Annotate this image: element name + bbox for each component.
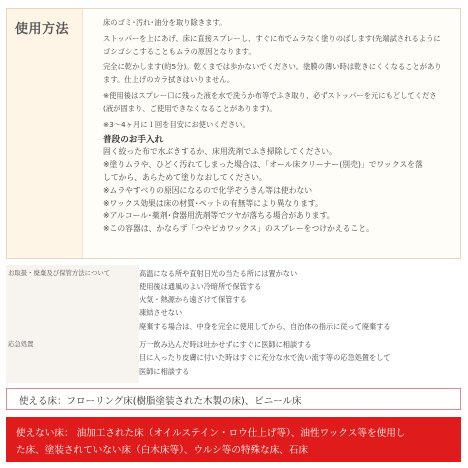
usage-line: 床のゴミ･汚れ･油分を取り除きます。 xyxy=(103,18,227,27)
usage-line: ストッパーを上にあげ、床に直接スプレーし、すぐに布でムラなく塗りのばします(先端試されるように xyxy=(103,33,441,43)
storage-item: 廃棄する場合は、中身を完全に使用してから、自治体の指示に従って廃棄する xyxy=(139,322,391,331)
storage-item: 火気・熱源から遠ざけて保管する xyxy=(139,295,247,304)
usable-floors-text: 使える床：フローリング床(樹脂塗装された木製の床)、ビニール床 xyxy=(19,396,302,407)
usage-line: ※使用後はスプレー口に残った液を水で洗うか布等でふき取り、必ずストッパーを元にもどしてくださ xyxy=(103,90,437,100)
care-line: ※この容器は、かならず「つやピカワックス」のスプレーをつけかえること。 xyxy=(103,224,374,234)
usage-section xyxy=(6,8,461,259)
firstaid-item: 万一飲み込んだ時は吐かせずにすぐに医師に相談する xyxy=(139,340,312,349)
usage-line: (液が固まり、ご使用できなくなることがあります)。 xyxy=(103,103,277,113)
usage-body xyxy=(82,9,460,258)
info-label-column xyxy=(6,265,139,383)
unusable-floors-banner xyxy=(6,417,461,462)
care-line: 固く絞った布で水ぶきするか、床用洗剤でふき掃除してください。 xyxy=(103,147,337,157)
care-line: ※塗りムラや、ひどく汚れてしまった場合は、「オール床クリーナー(別売)」でワックスを落 xyxy=(103,160,423,170)
unusable-floors-line: 使えない床： 油加工された床（オイルステイン・ロウ仕上げ等）、油性ワックス等を使用し xyxy=(16,428,406,439)
usage-line: ます。仕上げのカラ拭きはいりません。 xyxy=(103,75,235,85)
storage-item: 凍結させない xyxy=(139,308,183,317)
care-line: ※ワックス効果は床の材質･ペットの有無等により異なります。 xyxy=(103,198,323,208)
usage-line: 完全に乾かします(約5分)。乾くまでは歩かないでください。塗膜の薄い時は乾きにくくなることがあり xyxy=(103,62,442,72)
unusable-floors-line: た床、塗装されていない床（白木床等）、ウルシ等の特殊な床、石床 xyxy=(16,445,309,456)
usage-line: ※3～4ヶ月に１回を目安にお使いください。 xyxy=(103,119,250,129)
care-line: してから、あらためて塗りなおしてください。 xyxy=(103,172,267,182)
storage-label: お取扱・廃棄及び保管方法について xyxy=(8,269,111,277)
care-heading: 普段のお手入れ xyxy=(103,135,164,146)
firstaid-item: 医師に相談する xyxy=(139,367,190,376)
storage-item: 高温になる所や直射日光の当たる所には置かない xyxy=(139,269,298,278)
care-line: ※ムラやすべりの原因になるので化学ぞうきん等は使わない xyxy=(103,185,313,195)
firstaid-item: 目に入ったり皮膚に付いた時はすぐに充分な水で洗い流す等の応急処置をして xyxy=(139,353,391,362)
storage-item: 使用後は通風のよい冷暗所で保管する xyxy=(139,282,262,291)
firstaid-label: 応急処置 xyxy=(8,340,34,348)
care-line: ※アルコール･薬剤･食器用洗剤等でツヤが落ちる場合があります。 xyxy=(103,211,335,221)
usable-floors-box xyxy=(6,388,461,410)
usage-title: 使用方法 xyxy=(15,22,70,37)
usage-line: ゴシゴシこすることもムラの原因となります。 xyxy=(103,46,256,56)
info-table xyxy=(6,265,461,383)
